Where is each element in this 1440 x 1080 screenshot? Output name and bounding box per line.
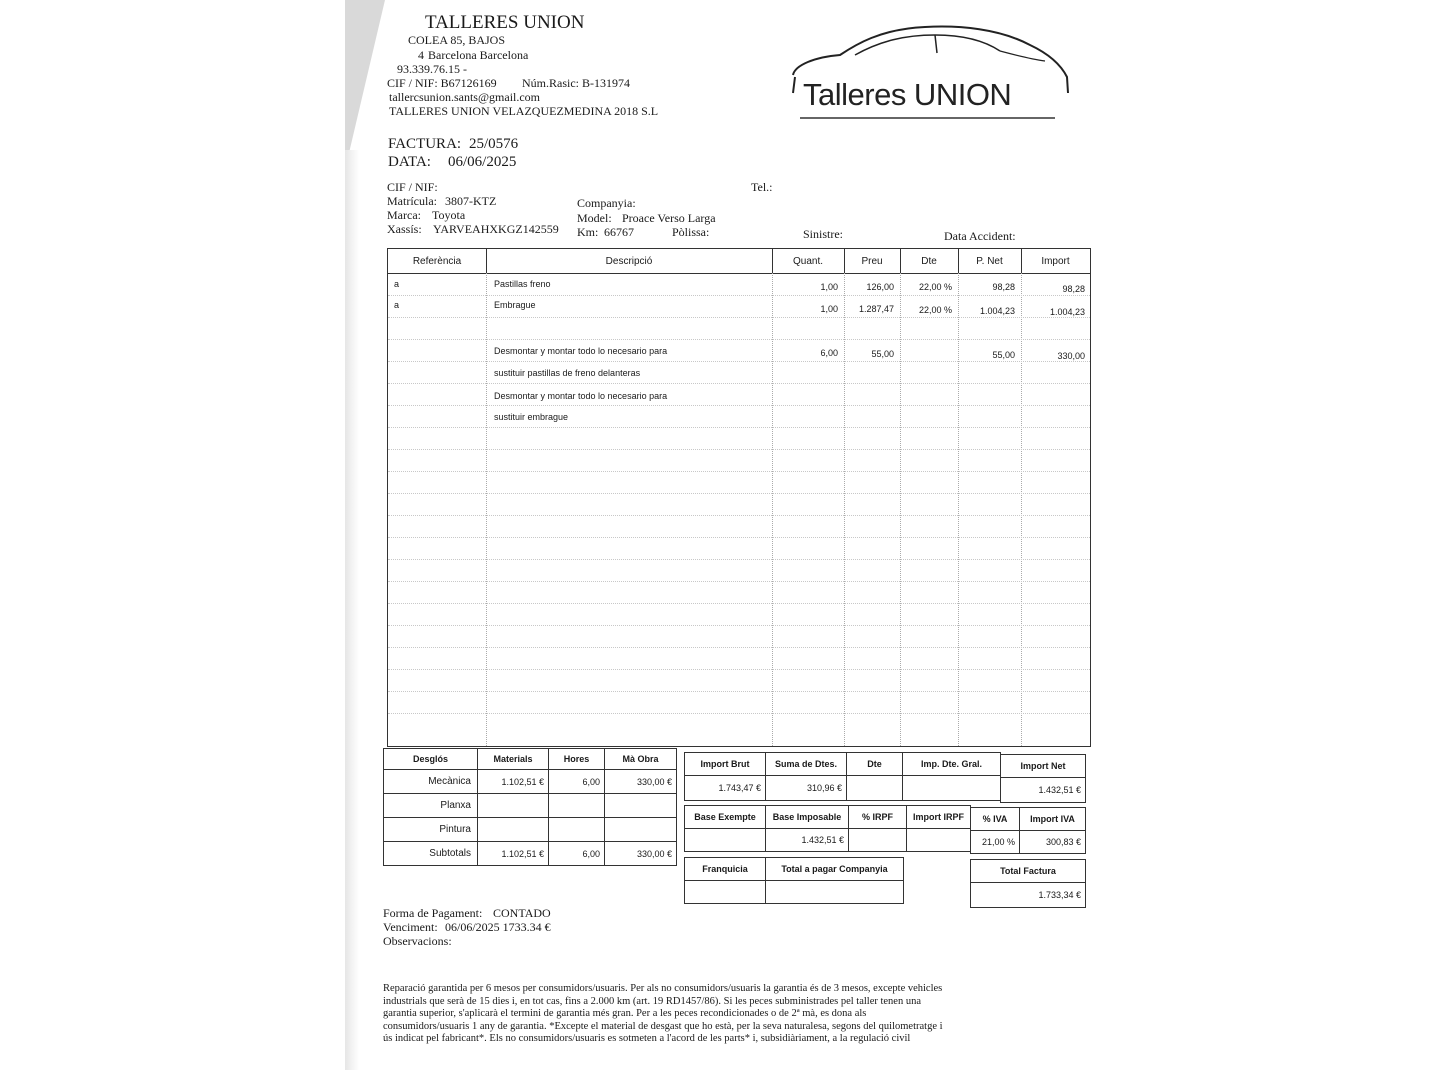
row-rule	[388, 581, 1090, 582]
col-header-descripcio: Descripció	[486, 249, 773, 274]
line-desc: Desmontar y montar todo lo necesario para	[494, 346, 668, 356]
row-rule	[388, 427, 1090, 428]
row-rule	[388, 493, 1090, 494]
venciment-label: Venciment:	[383, 920, 438, 934]
breakdown-header-desglos: Desglós	[383, 748, 478, 770]
observacions-label: Observacions:	[383, 934, 452, 948]
col-header-pnet: P. Net	[958, 249, 1022, 274]
model-value: Proace Verso Larga	[622, 211, 716, 225]
breakdown-hores	[548, 793, 605, 818]
factura-label: FACTURA:	[388, 136, 462, 152]
row-rule	[388, 603, 1090, 604]
breakdown-header-hores: Hores	[548, 748, 605, 770]
warranty-line: Reparació garantida per 6 mesos per consumidors/usuaris. Per als no consumidors/usuaris la garantia és de 3 mesos, excepte vehicles	[383, 983, 943, 994]
xassis-label: Xassís:	[387, 222, 422, 236]
base-exempte-value	[684, 828, 766, 852]
breakdown-header-materials: Materials	[477, 748, 549, 770]
col-divider	[772, 273, 773, 746]
total-factura-value: 1.733,34 €	[970, 882, 1086, 908]
breakdown-label: Mecànica	[383, 769, 478, 794]
row-rule	[388, 383, 1090, 384]
line-import: 330,00	[1057, 351, 1085, 361]
iva-pct-value: 21,00 %	[970, 830, 1020, 854]
col-divider	[958, 273, 959, 746]
line-pnet: 98,28	[992, 282, 1015, 292]
line-desc: sustituir embrague	[494, 412, 569, 422]
warranty-terms	[383, 983, 983, 1046]
sinistre-label: Sinistre:	[803, 227, 844, 241]
import-iva-label: Import IVA	[1019, 807, 1086, 831]
company-logo	[785, 15, 1075, 125]
line-desc: Desmontar y montar todo lo necesario para	[494, 391, 668, 401]
line-quant: 1,00	[820, 304, 838, 314]
warranty-line: ús indicat pel fabricant*. Els no consumidors/usuaris es sotmeten a l'acord de les parts* i, subsidiàriament, a la regulació civil	[383, 1033, 911, 1045]
breakdown-ma-obra: 330,00 €	[604, 769, 677, 794]
base-imposable-label: Base Imposable	[765, 805, 849, 829]
row-rule	[388, 317, 1090, 318]
marca-label: Marca:	[387, 208, 421, 222]
breakdown-label: Pintura	[383, 817, 478, 842]
data-accident-label: Data Accident:	[944, 229, 1016, 243]
total-factura-label: Total Factura	[970, 859, 1086, 883]
col-divider	[1021, 273, 1022, 746]
breakdown-materials: 1.102,51 €	[477, 841, 549, 866]
col-header-import: Import	[1021, 249, 1090, 274]
breakdown-materials	[477, 817, 549, 842]
row-rule	[388, 361, 1090, 362]
col-header-referencia: Referència	[388, 249, 487, 274]
breakdown-hores	[548, 817, 605, 842]
line-pnet: 55,00	[992, 350, 1015, 360]
total-companyia-value	[765, 880, 904, 904]
suma-dtes-value: 310,96 €	[765, 775, 847, 801]
col-divider	[486, 273, 487, 746]
col-header-dte: Dte	[900, 249, 959, 274]
breakdown-label: Planxa	[383, 793, 478, 818]
import-net-label: Import Net	[1000, 754, 1086, 778]
line-desc: Embrague	[494, 300, 536, 310]
cif-label: CIF / NIF:	[387, 180, 438, 194]
row-rule	[388, 625, 1090, 626]
venciment-value: 06/06/2025 1733.34 €	[445, 920, 551, 934]
col-header-quant: Quant.	[772, 249, 845, 274]
data-label: DATA:	[388, 154, 431, 170]
breakdown-ma-obra: 330,00 €	[604, 841, 677, 866]
line-quant: 1,00	[820, 282, 838, 292]
irpf-pct-label: % IRPF	[848, 805, 907, 829]
invoice-lines-table	[387, 248, 1091, 747]
row-rule	[388, 669, 1090, 670]
col-header-preu: Preu	[844, 249, 901, 274]
line-pnet: 1.004,23	[979, 306, 1015, 316]
line-preu: 126,00	[866, 282, 894, 292]
line-ref: a	[394, 300, 400, 310]
line-desc: Pastillas freno	[494, 279, 551, 289]
import-irpf-value	[906, 828, 971, 852]
matricula-value: 3807-KTZ	[445, 194, 497, 208]
breakdown-hores: 6,00	[548, 841, 605, 866]
breakdown-hores: 6,00	[548, 769, 605, 794]
tel-label: Tel.:	[751, 180, 773, 194]
line-desc: sustituir pastillas de freno delanteras	[494, 368, 641, 378]
franquicia-label: Franquicia	[684, 857, 766, 881]
row-rule	[388, 515, 1090, 516]
import-iva-value: 300,83 €	[1019, 830, 1086, 854]
base-exempte-label: Base Exempte	[684, 805, 766, 829]
company-cif: CIF / NIF: B67126169	[387, 76, 497, 90]
warranty-line: garantia superior, s'aplicarà el termini de garantia més gran. Per a les peces recondicionades o de 2ª mà, es dona als	[383, 1008, 867, 1020]
col-divider	[844, 273, 845, 746]
breakdown-header-ma-obra: Mà Obra	[604, 748, 677, 770]
warranty-line: consumidors/usuaris 1 any de garantia. *Excepte el material de desgast que ho està, per la seva naturalesa, segons del quilometratge i	[383, 1020, 943, 1032]
company-address: COLEA 85, BAJOS	[408, 33, 506, 47]
line-preu: 55,00	[871, 349, 894, 359]
import-net-value: 1.432,51 €	[1000, 777, 1086, 803]
xassis-value: YARVEAHXKGZ142559	[433, 222, 559, 236]
import-brut-value: 1.743,47 €	[684, 775, 766, 801]
irpf-pct-value	[848, 828, 907, 852]
company-email: tallercsunion.sants@gmail.com	[389, 90, 541, 104]
row-rule	[388, 449, 1090, 450]
km-value: 66767	[604, 225, 634, 239]
suma-dtes-label: Suma de Dtes.	[765, 752, 847, 776]
company-city: Barcelona Barcelona	[428, 48, 529, 62]
forma-pagament-value: CONTADO	[493, 906, 551, 920]
imp-dte-gral-value	[902, 775, 1001, 801]
row-rule	[388, 339, 1090, 340]
line-import: 98,28	[1062, 284, 1085, 294]
row-rule	[388, 405, 1090, 406]
iva-pct-label: % IVA	[970, 807, 1020, 831]
forma-pagament-label: Forma de Pagament:	[383, 906, 483, 920]
data-value: 06/06/2025	[448, 154, 517, 170]
row-rule	[388, 295, 1090, 296]
row-rule	[388, 691, 1090, 692]
breakdown-label: Subtotals	[383, 841, 478, 866]
import-irpf-label: Import IRPF	[906, 805, 971, 829]
breakdown-materials	[477, 793, 549, 818]
companyia-label: Companyia:	[577, 196, 636, 210]
page-edge-shadow	[345, 150, 359, 1070]
company-name: TALLERES UNION	[425, 12, 585, 33]
base-imposable-value: 1.432,51 €	[765, 828, 849, 852]
row-rule	[388, 559, 1090, 560]
line-ref: a	[394, 279, 400, 289]
total-companyia-label: Total a pagar Companyia	[765, 857, 904, 881]
row-rule	[388, 713, 1090, 714]
breakdown-materials: 1.102,51 €	[477, 769, 549, 794]
logo-text: Talleres UNION	[803, 77, 1012, 112]
polissa-label: Pòlissa:	[672, 225, 710, 239]
dte-value	[846, 775, 903, 801]
franquicia-value	[684, 880, 766, 904]
company-rasic: Núm.Rasic: B-131974	[522, 76, 630, 90]
line-dte: 22,00 %	[918, 282, 952, 292]
dte-label: Dte	[846, 752, 903, 776]
km-label: Km:	[577, 225, 599, 239]
matricula-label: Matrícula:	[387, 194, 437, 208]
line-preu: 1.287,47	[858, 304, 894, 314]
marca-value: Toyota	[432, 208, 466, 222]
row-rule	[388, 471, 1090, 472]
model-label: Model:	[577, 211, 612, 225]
line-dte: 22,00 %	[918, 305, 952, 315]
line-import: 1.004,23	[1049, 307, 1085, 317]
row-rule	[388, 537, 1090, 538]
col-divider	[900, 273, 901, 746]
company-city-prefix: 4	[418, 48, 424, 62]
company-phone: 93.339.76.15 -	[397, 62, 467, 76]
imp-dte-gral-label: Imp. Dte. Gral.	[902, 752, 1001, 776]
breakdown-ma-obra	[604, 817, 677, 842]
row-rule	[388, 647, 1090, 648]
page-fold-shadow	[345, 0, 385, 170]
factura-value: 25/0576	[469, 136, 519, 152]
company-legal-name: TALLERES UNION VELAZQUEZMEDINA 2018 S.L	[389, 104, 659, 118]
breakdown-ma-obra	[604, 793, 677, 818]
warranty-line: industrials que serà de 15 dies i, en tot cas, fins a 2.000 km (art. 19 RD1457/86). Si les peces subministrades pel taller tenen una	[383, 995, 922, 1007]
import-brut-label: Import Brut	[684, 752, 766, 776]
line-quant: 6,00	[820, 348, 838, 358]
